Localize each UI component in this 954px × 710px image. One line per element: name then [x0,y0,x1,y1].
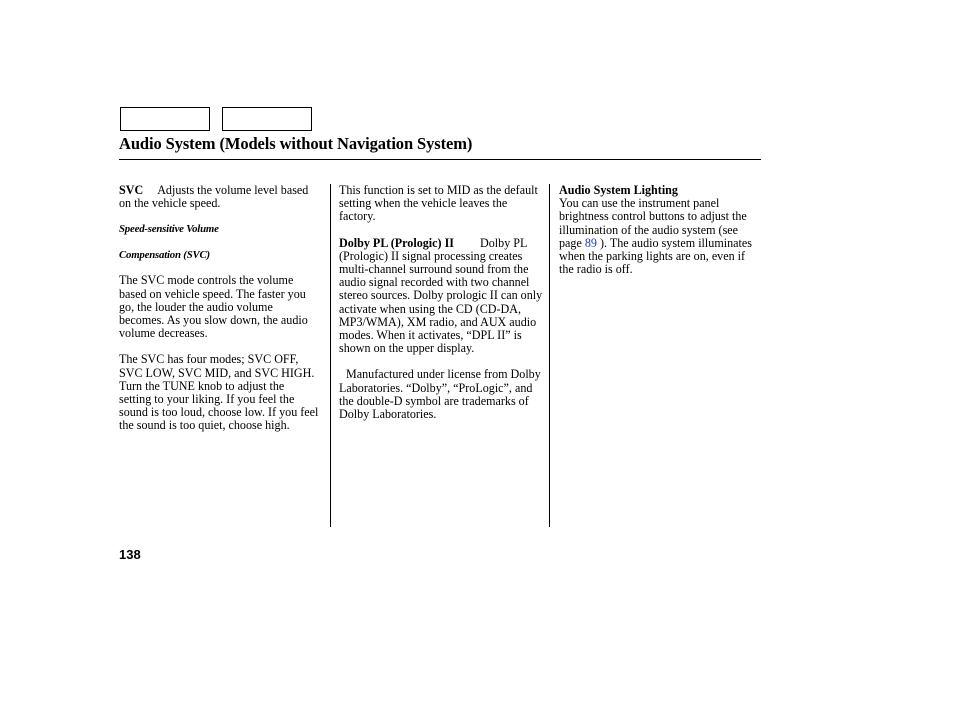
lighting-para [559,197,759,276]
svc-paragraph [119,184,319,210]
svc-heading: SVC [119,183,144,197]
column-divider-1 [330,184,331,527]
page-89-link[interactable]: 89 [584,235,597,250]
svc-intro: Adjusts the volume level based on the vehicle speed. [119,183,309,211]
column-divider-2 [549,184,550,527]
svc-subheading-line2: Compensation (SVC) [119,248,210,261]
mid-default-para: This function is set to MID as the default setting when the vehicle leaves the factory. [339,183,538,224]
svc-para-1: The SVC mode controls the volume based on vehicle speed. The faster you go, the louder the audio volume becomes. As you slow down, the audio volume decreases. [119,273,308,341]
lighting-text-before: You can use the instrument panel brightness control buttons to adjust the illumination of the audio system (see page [559,196,747,250]
dolby-heading: Dolby PL (Prologic) II [339,235,455,250]
title-rule [119,159,761,160]
svc-para-2: The SVC has four modes; SVC OFF, SVC LOW, SVC MID, and SVC HIGH. Turn the TUNE knob to adjust the setting to your liking. If you feel the sound is too loud, choose low. If you feel the sound is too quiet, choose high. [119,352,319,433]
lighting-text-after: ). The audio system illuminates when the parking lights are on, even if the radio is off. [559,235,752,277]
column-3 [559,184,759,289]
svc-subheading-line1: Speed-sensitive Volume [119,223,219,236]
dolby-paragraph [339,237,544,356]
dolby-text: Dolby PL (Prologic) II signal processing creates multi-channel surround sound from the audio signal recorded with two channel stereo sources. Dolby prologic II can only activate when using the CD (CD-DA, MP3/WMA), XM radio, and AUX audio modes. When it activates, “DPL II” is shown on the upper display. [339,235,543,356]
lighting-heading: Audio System Lighting [559,183,678,197]
nav-box-next[interactable] [222,107,312,131]
svc-subheading [119,223,319,261]
page-title: Audio System (Models without Navigation System) [119,134,473,153]
page-number: 138 [119,547,141,562]
nav-box-prev[interactable] [120,107,210,131]
license-para: Manufactured under license from Dolby Laboratories. “Dolby”, “ProLogic”, and the double-D symbol are trademarks of Dolby Laboratories. [339,367,541,422]
column-2 [339,184,544,434]
column-1 [119,184,319,446]
